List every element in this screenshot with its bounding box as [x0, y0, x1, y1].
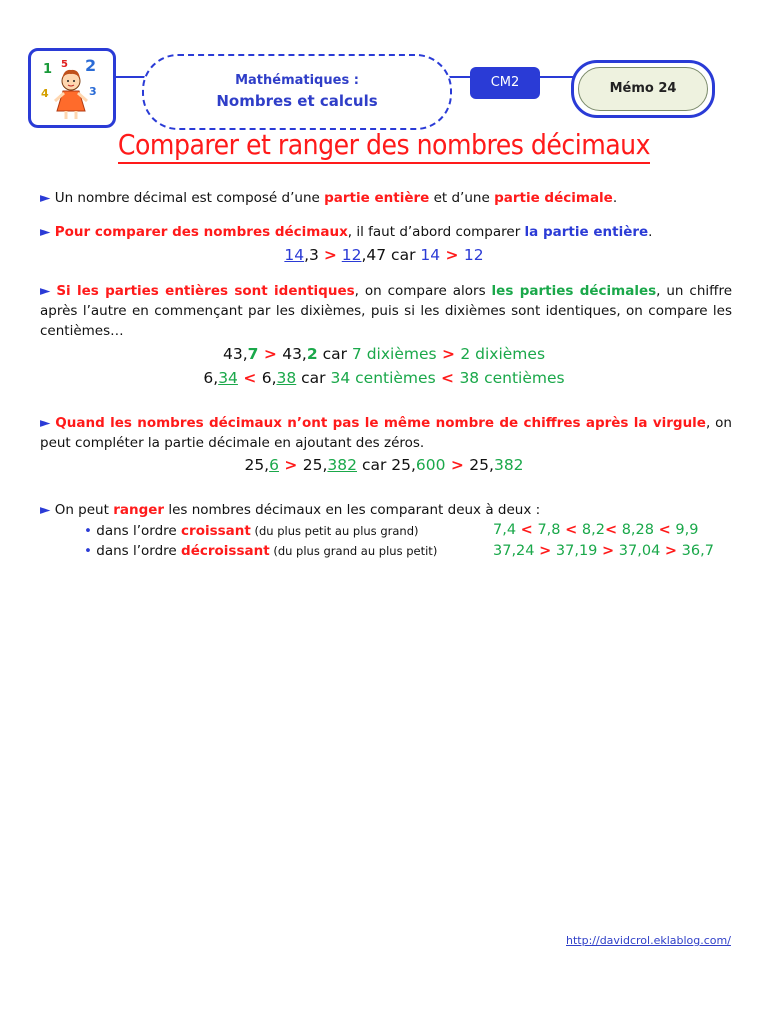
text: les nombres décimaux en les comparant deux à deux :: [164, 502, 541, 518]
page-title: [0, 128, 768, 161]
operator: >: [258, 345, 283, 363]
example-part: 600: [415, 456, 446, 474]
seq-value: 9,9: [675, 522, 699, 538]
example-part: 14: [420, 246, 441, 264]
example-part: 2: [306, 345, 318, 363]
girl-with-numbers-illustration: [31, 51, 113, 125]
bullet-arrow-icon: ►: [40, 224, 51, 240]
seq-value: 8,2: [581, 522, 605, 538]
page-title-text: Comparer et ranger des nombres décimaux: [118, 128, 650, 164]
operator: >: [445, 456, 470, 474]
keyword: décroissant: [181, 543, 270, 559]
example-add-zeros: [0, 453, 768, 477]
operator: >: [436, 345, 461, 363]
keyword: partie décimale: [494, 190, 613, 206]
keyword: Si les parties entières sont identiques: [56, 283, 355, 299]
keyword: partie entière: [324, 190, 430, 206]
keyword: ranger: [113, 502, 165, 518]
text: , il faut d’abord comparer: [347, 224, 525, 240]
operator: <: [565, 522, 578, 538]
memo-badge: [571, 60, 715, 118]
keyword: croissant: [181, 523, 251, 539]
text: .: [648, 224, 653, 240]
seq-value: 37,24: [493, 543, 535, 559]
bullet-dot-icon: •: [84, 543, 92, 559]
logo-digit: 5: [61, 59, 68, 70]
rule-integer-part: [40, 222, 732, 242]
keyword: la partie entière: [524, 224, 649, 240]
bullet-arrow-icon: ►: [40, 190, 51, 206]
logo-digit: 3: [89, 85, 97, 98]
rule-definition: [40, 188, 732, 208]
text: , on compare alors: [354, 283, 492, 299]
keyword: les parties décimales: [491, 283, 657, 299]
example-part: 12: [341, 246, 362, 264]
example-part: 43,: [222, 345, 248, 363]
bullet-dot-icon: •: [84, 523, 92, 539]
example-part: ,47 car: [361, 246, 421, 264]
operator: <: [237, 369, 262, 387]
example-part: car: [317, 345, 352, 363]
text: , on peut compléter la partie décimale en ajoutant des zéros.: [40, 415, 732, 451]
keyword: Pour comparer des nombres décimaux: [54, 224, 348, 240]
logo-digit: 4: [41, 87, 49, 100]
ascending-sequence: [493, 520, 698, 540]
seq-value: 37,04: [618, 543, 661, 559]
text: , un chiffre après l’autre en commençant par les dixièmes, puis si les dixièmes sont identiques, on compare les centièmes…: [40, 283, 732, 339]
text: dans l’ordre: [96, 523, 182, 539]
seq-value: 7,8: [537, 522, 561, 538]
operator: <: [520, 522, 533, 538]
seq-value: 37,19: [555, 543, 598, 559]
rule-ordering: [40, 500, 732, 520]
hint: (du plus petit au plus grand): [250, 524, 419, 538]
text: On peut: [54, 502, 114, 518]
operator: <: [658, 522, 671, 538]
bullet-arrow-icon: ►: [40, 502, 51, 518]
example-part: 6,: [261, 369, 277, 387]
operator: >: [440, 246, 464, 264]
example-part: 34 centièmes: [330, 369, 436, 387]
operator: >: [602, 543, 615, 559]
bullet-arrow-icon: ►: [40, 415, 51, 431]
operator: >: [323, 246, 337, 264]
rule-decimal-part: [40, 281, 732, 341]
seq-value: 7,4: [493, 522, 517, 538]
operator: <: [604, 522, 618, 538]
logo: [28, 48, 116, 128]
logo-digit: 2: [85, 56, 97, 75]
rule-add-zeros: [40, 413, 732, 453]
descending-sequence: [493, 541, 714, 561]
example-part: 6: [269, 456, 279, 474]
subject-line2: Nombres et calculs: [216, 92, 378, 110]
list-item-descending: [84, 541, 437, 561]
operator: >: [539, 543, 552, 559]
example-part: 38: [276, 369, 297, 387]
example-part: 6,: [203, 369, 219, 387]
text: dans l’ordre: [96, 543, 182, 559]
text: .: [612, 190, 618, 206]
example-tenths: [0, 342, 768, 366]
list-item-ascending: [84, 521, 418, 541]
hint: (du plus grand au plus petit): [269, 544, 438, 558]
example-part: 382: [327, 456, 358, 474]
example-part: ,3: [304, 246, 324, 264]
operator: >: [278, 456, 303, 474]
subject-label: [142, 54, 452, 130]
level-badge: CM2: [470, 67, 540, 99]
memo-label: Mémo 24: [578, 67, 708, 111]
footer-link[interactable]: http://davidcrol.eklablog.com/: [566, 934, 731, 947]
example-part: 14: [284, 246, 305, 264]
keyword: Quand les nombres décimaux n’ont pas le même nombre de chiffres après la virgule: [55, 415, 706, 431]
example-hundredths: [0, 366, 768, 390]
example-part: 38 centièmes: [459, 369, 565, 387]
example-part: car: [296, 369, 331, 387]
seq-value: 8,28: [621, 522, 654, 538]
example-part: 7 dixièmes: [351, 345, 437, 363]
example-part: 7: [247, 345, 259, 363]
operator: >: [664, 543, 678, 559]
seq-value: 36,7: [681, 543, 714, 559]
example-part: 25,: [469, 456, 494, 474]
example-integer-part: [0, 243, 768, 267]
example-part: 2 dixièmes: [460, 345, 546, 363]
example-part: 382: [493, 456, 524, 474]
operator: <: [435, 369, 460, 387]
example-part: 12: [463, 246, 484, 264]
logo-digit: 1: [43, 62, 53, 77]
subject-line1: Mathématiques :: [235, 73, 359, 88]
bullet-arrow-icon: ►: [40, 283, 51, 299]
example-part: 25,: [244, 456, 270, 474]
text: et d’une: [429, 190, 495, 206]
example-part: 43,: [282, 345, 307, 363]
example-part: 25,: [302, 456, 328, 474]
example-part: 34: [218, 369, 238, 387]
example-part: car 25,: [357, 456, 416, 474]
text: Un nombre décimal est composé d’une: [54, 190, 325, 206]
